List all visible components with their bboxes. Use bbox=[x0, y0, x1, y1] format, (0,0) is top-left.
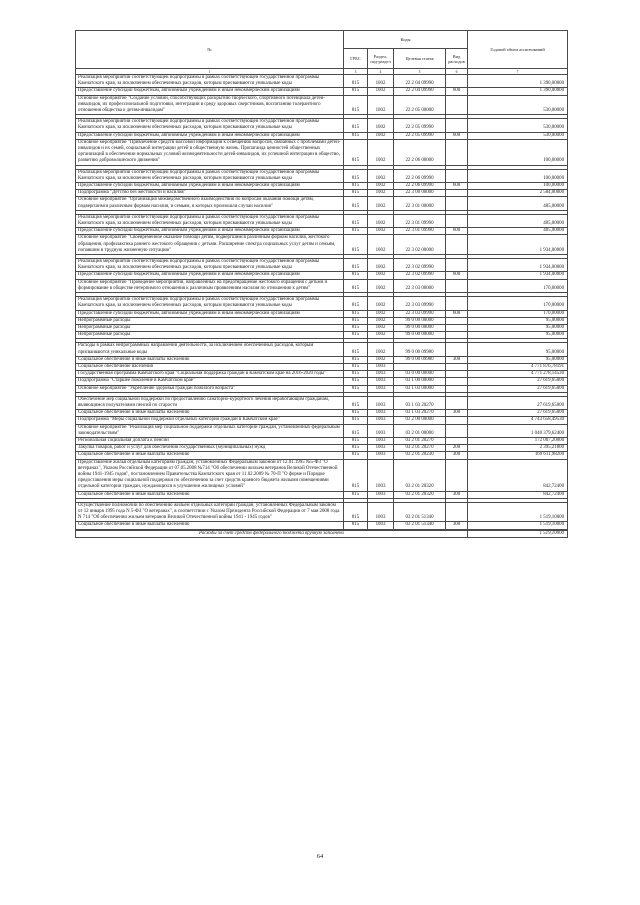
cell-cs: 22 3 02 09990 bbox=[394, 259, 446, 272]
table-row bbox=[76, 214, 568, 227]
cell-cs: 03 2 01 20230 bbox=[394, 452, 446, 459]
table-row bbox=[76, 459, 568, 491]
header-target-article: Целевая статья bbox=[394, 49, 446, 69]
cell-grbs: 815 bbox=[344, 410, 368, 417]
cell-vr bbox=[446, 385, 468, 392]
cell-val: 485,00000 bbox=[468, 214, 568, 227]
cell-rz: 1002 bbox=[368, 317, 394, 324]
cell-name: Основное мероприятие "Создание условий, способствующих раскрытию творческого, спортивного потенциала детей-инвалидов, их профессиональной подготовки, интеграции в среду здоровых сверстников, воспитанию толерантного отношения общества к детям-инвалидам" bbox=[76, 95, 344, 115]
cell-name: Предоставление субсидий бюджетным, автономным учреждениям и иным некоммерческим организациям bbox=[76, 88, 344, 95]
cell-grbs: 815 bbox=[344, 235, 368, 255]
table-row bbox=[76, 424, 568, 437]
cell-rz: 1003 bbox=[368, 522, 394, 529]
cell-val: 95,00000 bbox=[468, 343, 568, 356]
cell-cs: 22 2 04 09990 bbox=[394, 75, 446, 88]
cell-rz: 1002 bbox=[368, 197, 394, 210]
cell-name: Основное мероприятие "Проведение мероприятий, направленных на предотвращение жестокого обращения с детьми и формирование в обществе нетерпимого отношения к различным проявлениям насилия по отношению к детям" bbox=[76, 279, 344, 292]
cell-vr bbox=[446, 371, 468, 378]
cell-name: Социальное обеспечение и иные выплаты населению bbox=[76, 491, 344, 498]
cell-vr bbox=[446, 324, 468, 331]
cell-grbs: 815 bbox=[344, 371, 368, 378]
table-row bbox=[76, 75, 568, 88]
cell-val: 27 619,65000 bbox=[468, 396, 568, 409]
cell-cs: 03 2 01 20320 bbox=[394, 491, 446, 498]
cell-name: Реализация мероприятий соответствующей подпрограммы в рамках соответствующей государственной программы Камчатского края, за исключением обеспеченных расходов, которым присваиваются уникальные коды bbox=[76, 169, 344, 182]
cell-grbs: 815 bbox=[344, 378, 368, 385]
cell-val: 4 771 278,14530 bbox=[468, 371, 568, 378]
cell-val: 27 619,65000 bbox=[468, 410, 568, 417]
table-row bbox=[76, 452, 568, 459]
cell-cs: 22 2 05 00000 bbox=[394, 95, 446, 115]
cell-vr bbox=[446, 259, 468, 272]
col-num: 4 bbox=[368, 69, 394, 75]
cell-val: 100,00000 bbox=[468, 169, 568, 182]
cell-rz: 1002 bbox=[368, 75, 394, 88]
cell-name: Предоставление субсидий бюджетным, автономным учреждениям и иным некоммерческим организациям bbox=[76, 132, 344, 139]
cell-cs: 03 2 01 51340 bbox=[394, 522, 446, 529]
cell-name: Региональная социальная доплата к пенсии bbox=[76, 437, 344, 444]
cell-val: 170,00000 bbox=[468, 279, 568, 292]
cell-grbs: 815 bbox=[344, 363, 368, 370]
cell-grbs: 815 bbox=[344, 324, 368, 331]
cell-rz: 1002 bbox=[368, 279, 394, 292]
cell-grbs: 815 bbox=[344, 190, 368, 197]
header-expense-type: Вид расходов bbox=[446, 49, 468, 69]
table-row bbox=[76, 197, 568, 210]
table-row bbox=[76, 183, 568, 190]
cell-grbs: 815 bbox=[344, 437, 368, 444]
cell-rz: 1003 bbox=[368, 502, 394, 522]
cell-rz: 1003 bbox=[368, 363, 394, 370]
cell-rz: 1002 bbox=[368, 95, 394, 115]
cell-rz: 1003 bbox=[368, 378, 394, 385]
cell-cs: 22 3 02 09990 bbox=[394, 272, 446, 279]
cell-cs: 03 2 01 00000 bbox=[394, 424, 446, 437]
cell-cs: 22 2 05 09990 bbox=[394, 119, 446, 132]
cell-rz: 1002 bbox=[368, 214, 394, 227]
cell-name: Непрограммные расходы bbox=[76, 332, 344, 339]
cell-val: 95,00000 bbox=[468, 317, 568, 324]
cell-vr: 300 bbox=[446, 356, 468, 363]
cell-cs: 03 2 01 20270 bbox=[394, 437, 446, 444]
table-row bbox=[76, 228, 568, 235]
cell-rz: 1002 bbox=[368, 297, 394, 310]
cell-grbs: 815 bbox=[344, 228, 368, 235]
table-body bbox=[76, 75, 568, 530]
table-row bbox=[76, 371, 568, 378]
cell-val: 100,00000 bbox=[468, 183, 568, 190]
cell-grbs: 815 bbox=[344, 502, 368, 522]
cell-grbs: 815 bbox=[344, 310, 368, 317]
cell-name: Основное мероприятие "Реализация мер социальной поддержки отдельных категорий граждан, установленных федеральным законодательством" bbox=[76, 424, 344, 437]
cell-name: Социальное обеспечение и иные выплаты населению bbox=[76, 522, 344, 529]
cell-name: Предоставление субсидий бюджетным, автономным учреждениям и иным некоммерческим организациям bbox=[76, 228, 344, 235]
cell-rz: 1003 bbox=[368, 424, 394, 437]
cell-name: Реализация мероприятий соответствующей подпрограммы в рамках соответствующей государственной программы Камчатского края, за исключением обеспеченных расходов, которым присваиваются уникальные коды bbox=[76, 259, 344, 272]
footer-note-row bbox=[75, 530, 567, 538]
cell-name: Предоставление субсидий бюджетным, автономным учреждениям и иным некоммерческим организациям bbox=[76, 183, 344, 190]
cell-val: 1 519,10000 bbox=[468, 522, 568, 529]
cell-name: Основное мероприятие "Своевременное оказание помощи детям, подвергшимся различным формам насилия, жестокого обращения, профилактика раннего жестокого обращения с детьми. Расширение спектра социальных услуг детям и семьям, попавшим в трудную жизненную ситуацию" bbox=[76, 235, 344, 255]
table-row bbox=[76, 235, 568, 255]
cell-name: Расходы в рамках непрограммных направлений деятельности, за исключением обеспеченных расходов, которым присваиваются уникальные коды bbox=[76, 343, 344, 356]
cell-vr: 300 bbox=[446, 452, 468, 459]
cell-grbs: 815 bbox=[344, 279, 368, 292]
cell-vr: 300 bbox=[446, 491, 468, 498]
cell-vr: 600 bbox=[446, 132, 468, 139]
cell-grbs: 815 bbox=[344, 259, 368, 272]
table-row bbox=[76, 332, 568, 339]
cell-name: Социальное обеспечение и иные выплаты населению bbox=[76, 410, 344, 417]
table-row bbox=[76, 378, 568, 385]
table-row bbox=[76, 119, 568, 132]
cell-vr bbox=[446, 502, 468, 522]
cell-grbs: 815 bbox=[344, 272, 368, 279]
cell-rz: 1002 bbox=[368, 343, 394, 356]
cell-name: Основное мероприятие "Организация межведомственного взаимодействия по вопросам оказания помощи детям, подвергшимся различным формам насилия, и семьям, в которых произошли случаи насилия" bbox=[76, 197, 344, 210]
cell-vr bbox=[446, 190, 468, 197]
col-num: 6 bbox=[446, 69, 468, 75]
cell-val: 27 619,65000 bbox=[468, 385, 568, 392]
table-row bbox=[76, 356, 568, 363]
cell-cs: 99 0 00 00000 bbox=[394, 317, 446, 324]
budget-table bbox=[75, 30, 568, 530]
cell-cs bbox=[394, 363, 446, 370]
table-row bbox=[76, 385, 568, 392]
cell-rz: 1003 bbox=[368, 459, 394, 491]
cell-rz: 1002 bbox=[368, 310, 394, 317]
budget-sheet bbox=[75, 30, 567, 538]
cell-cs: 22 3 00 00000 bbox=[394, 190, 446, 197]
cell-name: Реализация мероприятий соответствующей подпрограммы в рамках соответствующей государственной программы Камчатского края, за исключением обеспеченных расходов, которым присваиваются уникальные коды bbox=[76, 297, 344, 310]
cell-rz: 1002 bbox=[368, 272, 394, 279]
cell-grbs: 815 bbox=[344, 139, 368, 165]
cell-name: Реализация мероприятий соответствующей подпрограммы в рамках соответствующей государственной программы Камчатского края, за исключением обеспеченных расходов, которым присваиваются уникальные коды bbox=[76, 75, 344, 88]
cell-rz: 1002 bbox=[368, 324, 394, 331]
table-row bbox=[76, 95, 568, 115]
cell-name: Непрограммные расходы bbox=[76, 317, 344, 324]
cell-cs: 03 1 00 00000 bbox=[394, 378, 446, 385]
cell-vr bbox=[446, 297, 468, 310]
cell-rz: 1003 bbox=[368, 445, 394, 452]
cell-grbs: 815 bbox=[344, 522, 368, 529]
table-row bbox=[76, 190, 568, 197]
cell-val: 1 934,00000 bbox=[468, 272, 568, 279]
cell-vr bbox=[446, 332, 468, 339]
cell-rz: 1002 bbox=[368, 183, 394, 190]
header-codes: Коды bbox=[344, 31, 468, 49]
cell-val: 95,00000 bbox=[468, 332, 568, 339]
cell-val: 842,72400 bbox=[468, 491, 568, 498]
cell-val: 530,00000 bbox=[468, 119, 568, 132]
cell-cs: 22 3 03 09990 bbox=[394, 310, 446, 317]
cell-cs: 22 2 05 09990 bbox=[394, 132, 446, 139]
cell-rz: 1002 bbox=[368, 228, 394, 235]
cell-val: 485,00000 bbox=[468, 197, 568, 210]
cell-val: 100,00000 bbox=[468, 139, 568, 165]
cell-cs: 22 3 01 09990 bbox=[394, 228, 446, 235]
cell-name: Предоставление субсидий бюджетным, автономным учреждениям и иным некоммерческим организациям bbox=[76, 272, 344, 279]
col-num: 7 bbox=[468, 69, 568, 75]
cell-val: 169 611,98200 bbox=[468, 452, 568, 459]
cell-val: 4 743 658,49530 bbox=[468, 417, 568, 424]
cell-name: Предоставление жилья отдельным категориям граждан, установленных Федеральным законом от 12.01.1995 №5-ФЗ "О ветеранах", Указом Российской Федерации от 07.05.2008 №714 "Об обеспечении жильем ветеранов Великой Отечественной войны 1941-1945 годов", постановлением Правительства Камчатского края от 11.02.2009 № 70-П "О форме и Порядке предоставления меры социальной поддержки по обеспечению за счет средств краевого бюджета жилыми помещениями отдельной категории граждан, нуждающихся в улучшении жилищных условий" bbox=[76, 459, 344, 491]
cell-val: 2 395,21800 bbox=[468, 445, 568, 452]
cell-name: Реализация мероприятий соответствующей подпрограммы в рамках соответствующей государственной программы Камчатского края, за исключением обеспеченных расходов, которым присваиваются уникальные коды bbox=[76, 119, 344, 132]
cell-grbs: 815 bbox=[344, 317, 368, 324]
cell-cs: 99 0 00 09980 bbox=[394, 343, 446, 356]
cell-grbs: 815 bbox=[344, 424, 368, 437]
table-row bbox=[76, 272, 568, 279]
cell-cs: 03 1 03 20270 bbox=[394, 396, 446, 409]
cell-val: 170,00000 bbox=[468, 310, 568, 317]
cell-val: 95,00000 bbox=[468, 324, 568, 331]
cell-vr bbox=[446, 214, 468, 227]
cell-val: 842,72400 bbox=[468, 459, 568, 491]
cell-rz: 1002 bbox=[368, 88, 394, 95]
cell-val: 1 040 379,62400 bbox=[468, 424, 568, 437]
header-number: № bbox=[76, 31, 344, 69]
cell-vr: 600 bbox=[446, 310, 468, 317]
cell-val: 1 934,00000 bbox=[468, 259, 568, 272]
cell-cs: 03 2 01 20320 bbox=[394, 459, 446, 491]
table-row bbox=[76, 343, 568, 356]
cell-grbs: 815 bbox=[344, 132, 368, 139]
cell-name: Основное мероприятие "Укрепление здоровья граждан пожилого возраста" bbox=[76, 385, 344, 392]
cell-vr bbox=[446, 424, 468, 437]
cell-vr: 600 bbox=[446, 88, 468, 95]
cell-val: 95,00000 bbox=[468, 356, 568, 363]
cell-cs: 22 3 03 00000 bbox=[394, 279, 446, 292]
cell-cs: 22 2 04 09990 bbox=[394, 88, 446, 95]
cell-name: Социальное обеспечение населения bbox=[76, 363, 344, 370]
cell-vr bbox=[446, 235, 468, 255]
cell-cs: 22 2 06 09990 bbox=[394, 183, 446, 190]
cell-val: 1 390,00000 bbox=[468, 88, 568, 95]
cell-grbs: 815 bbox=[344, 343, 368, 356]
cell-name: Государственная программа Камчатского края "Социальная поддержка граждан в Камчатском крае на 2016-2020 годы" bbox=[76, 371, 344, 378]
cell-rz: 1002 bbox=[368, 235, 394, 255]
cell-cs: 22 2 06 00000 bbox=[394, 139, 446, 165]
cell-val: 170,00000 bbox=[468, 297, 568, 310]
cell-vr: 600 bbox=[446, 272, 468, 279]
cell-val: 2 584,00000 bbox=[468, 190, 568, 197]
cell-grbs: 815 bbox=[344, 88, 368, 95]
cell-vr: 200 bbox=[446, 445, 468, 452]
cell-cs: 03 0 00 00000 bbox=[394, 371, 446, 378]
cell-name: Реализация мероприятий соответствующей подпрограммы в рамках соответствующей государственной программы Камчатского края, за исключением обеспеченных расходов, которым присваиваются уникальные коды bbox=[76, 214, 344, 227]
cell-grbs: 815 bbox=[344, 297, 368, 310]
table-row bbox=[76, 445, 568, 452]
cell-vr bbox=[446, 139, 468, 165]
cell-vr: 300 bbox=[446, 522, 468, 529]
cell-vr bbox=[446, 459, 468, 491]
cell-grbs: 815 bbox=[344, 75, 368, 88]
footer-value: 1 519,10000 bbox=[468, 530, 568, 537]
cell-vr bbox=[446, 417, 468, 424]
col-num: 5 bbox=[394, 69, 446, 75]
table-row bbox=[76, 317, 568, 324]
cell-vr: 300 bbox=[446, 410, 468, 417]
table-row bbox=[76, 396, 568, 409]
cell-val: 485,00000 bbox=[468, 228, 568, 235]
cell-vr bbox=[446, 378, 468, 385]
cell-vr bbox=[446, 95, 468, 115]
cell-name: Основное мероприятие "Привлечение средств массовой информации к освещению вопросов, связанных с проблемами детей-инвалидов и их семей, социальной интеграции детей в общественную жизнь. Пропаганда ценностей общественных организаций в обеспечении нормальных условий жизнедеятельности детей-инвалидов, их успешной интеграции в общество, развитию добровольческого движения" bbox=[76, 139, 344, 165]
header-razdel: Раздел, под-раздел bbox=[368, 49, 394, 69]
cell-grbs: 815 bbox=[344, 197, 368, 210]
table-row bbox=[76, 437, 568, 444]
cell-rz: 1003 bbox=[368, 396, 394, 409]
cell-cs: 03 1 03 20270 bbox=[394, 410, 446, 417]
cell-val: 530,00000 bbox=[468, 132, 568, 139]
cell-rz: 1002 bbox=[368, 356, 394, 363]
cell-vr bbox=[446, 437, 468, 444]
cell-rz: 1002 bbox=[368, 332, 394, 339]
cell-grbs: 815 bbox=[344, 452, 368, 459]
footer-note: Расходы за счет средств федерального бюджета вручную заполнено bbox=[76, 530, 468, 537]
cell-vr: 600 bbox=[446, 228, 468, 235]
cell-rz: 1002 bbox=[368, 190, 394, 197]
cell-val: 4 771 876,78191 bbox=[468, 363, 568, 370]
cell-vr bbox=[446, 197, 468, 210]
cell-rz: 1002 bbox=[368, 132, 394, 139]
col-num: 3 bbox=[344, 69, 368, 75]
cell-cs: 22 2 06 09990 bbox=[394, 169, 446, 182]
cell-name: Подпрограмма "Детство без жестокости и насилия" bbox=[76, 190, 344, 197]
cell-name: Подпрограмма "Старшее поколение в Камчатском крае" bbox=[76, 378, 344, 385]
cell-rz: 1003 bbox=[368, 437, 394, 444]
cell-rz: 1002 bbox=[368, 139, 394, 165]
cell-vr bbox=[446, 75, 468, 88]
cell-rz: 1003 bbox=[368, 452, 394, 459]
table-row bbox=[76, 502, 568, 522]
table-row bbox=[76, 297, 568, 310]
cell-rz: 1003 bbox=[368, 385, 394, 392]
table-row bbox=[76, 139, 568, 165]
cell-rz: 1002 bbox=[368, 259, 394, 272]
cell-cs: 03 2 01 20270 bbox=[394, 445, 446, 452]
cell-grbs: 815 bbox=[344, 95, 368, 115]
cell-grbs: 815 bbox=[344, 459, 368, 491]
cell-cs: 03 1 03 00000 bbox=[394, 385, 446, 392]
cell-cs: 03 2 00 00000 bbox=[394, 417, 446, 424]
cell-val: 27 619,65000 bbox=[468, 378, 568, 385]
cell-grbs: 815 bbox=[344, 119, 368, 132]
table-row bbox=[76, 522, 568, 529]
table-row bbox=[76, 410, 568, 417]
cell-vr: 600 bbox=[446, 183, 468, 190]
cell-val: 1 390,00000 bbox=[468, 75, 568, 88]
cell-name: Непрограммные расходы bbox=[76, 324, 344, 331]
cell-name: Подпрограмма "Меры социальной поддержки отдельных категорий граждан в Камчатском крае" bbox=[76, 417, 344, 424]
cell-grbs: 815 bbox=[344, 491, 368, 498]
table-row bbox=[76, 169, 568, 182]
cell-vr bbox=[446, 317, 468, 324]
cell-rz: 1002 bbox=[368, 169, 394, 182]
cell-name: Социальное обеспечение и иные выплаты населению bbox=[76, 356, 344, 363]
table-row bbox=[76, 324, 568, 331]
cell-val: 172 007,20000 bbox=[468, 437, 568, 444]
cell-name: Предоставление субсидий бюджетным, автономным учреждениям и иным некоммерческим организациям bbox=[76, 310, 344, 317]
cell-grbs: 815 bbox=[344, 214, 368, 227]
cell-grbs: 815 bbox=[344, 445, 368, 452]
header-annual: Годовой объем ассигнований bbox=[468, 31, 568, 69]
cell-grbs: 815 bbox=[344, 417, 368, 424]
cell-cs: 22 3 03 09990 bbox=[394, 297, 446, 310]
table-row bbox=[76, 132, 568, 139]
cell-vr bbox=[446, 343, 468, 356]
table-row bbox=[76, 491, 568, 498]
cell-cs: 99 0 00 00000 bbox=[394, 324, 446, 331]
cell-name: Обеспечение мер социальной поддержки по предоставлению санаторно-курортного лечения неработающим гражданам, являющимся получателями пенсий по старости bbox=[76, 396, 344, 409]
cell-vr bbox=[446, 363, 468, 370]
cell-grbs: 815 bbox=[344, 332, 368, 339]
cell-cs: 22 3 01 09990 bbox=[394, 214, 446, 227]
cell-rz: 1002 bbox=[368, 119, 394, 132]
table-row bbox=[76, 417, 568, 424]
table-row bbox=[76, 310, 568, 317]
cell-grbs: 815 bbox=[344, 356, 368, 363]
cell-grbs: 815 bbox=[344, 183, 368, 190]
cell-cs: 99 0 00 09980 bbox=[394, 356, 446, 363]
cell-grbs: 815 bbox=[344, 169, 368, 182]
cell-vr bbox=[446, 396, 468, 409]
cell-name: Осуществление полномочий по обеспечению жильем отдельных категорий граждан, установленных Федеральным законом от 12 января 1995 года N 5-ФЗ "О ветеранах", в соответствии с Указом Президента Российской Федерации от 7 мая 2008 года N 714 "Об обеспечении жильем ветеранов Великой Отечественной войны 1941 - 1945 годов" bbox=[76, 502, 344, 522]
table-row bbox=[76, 259, 568, 272]
cell-rz: 1003 bbox=[368, 491, 394, 498]
cell-cs: 22 3 01 00000 bbox=[394, 197, 446, 210]
header-grbs: ГРБС bbox=[344, 49, 368, 69]
cell-val: 1 519,10000 bbox=[468, 502, 568, 522]
table-row bbox=[76, 363, 568, 370]
cell-vr bbox=[446, 279, 468, 292]
table-row bbox=[76, 88, 568, 95]
cell-vr bbox=[446, 119, 468, 132]
cell-cs: 22 3 02 00000 bbox=[394, 235, 446, 255]
page-number: 64 bbox=[316, 853, 324, 860]
cell-rz: 1003 bbox=[368, 371, 394, 378]
cell-grbs: 815 bbox=[344, 396, 368, 409]
cell-grbs: 815 bbox=[344, 385, 368, 392]
col-num: 1 bbox=[76, 69, 344, 75]
table-row bbox=[76, 279, 568, 292]
cell-name: Закупка товаров, работ и услуг для обеспечения государственных (муниципальных) нужд bbox=[76, 445, 344, 452]
cell-rz: 1003 bbox=[368, 417, 394, 424]
cell-cs: 03 2 01 51340 bbox=[394, 502, 446, 522]
cell-rz: 1003 bbox=[368, 410, 394, 417]
cell-val: 530,00000 bbox=[468, 95, 568, 115]
cell-vr bbox=[446, 169, 468, 182]
cell-val: 1 934,00000 bbox=[468, 235, 568, 255]
cell-cs: 99 0 00 00000 bbox=[394, 332, 446, 339]
cell-name: Социальное обеспечение и иные выплаты населению bbox=[76, 452, 344, 459]
